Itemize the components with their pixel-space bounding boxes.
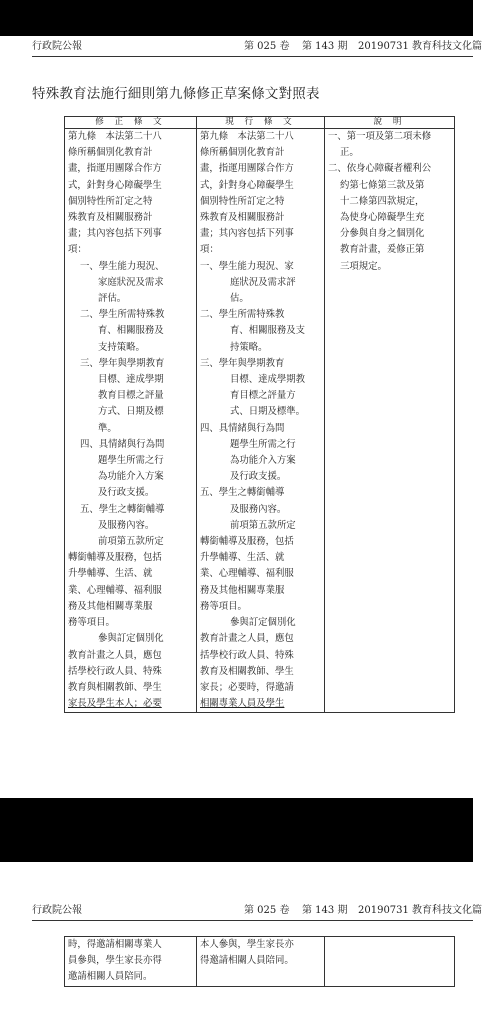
text-line: 業、心理輔導、福利服 [68,584,162,596]
text-line: 一、學生能力現況、 [80,260,165,272]
text-line: 畫；其內容包括下列事 [68,228,162,240]
text-line: 題學生所需之行 [230,438,296,450]
text-line: 第九條 本法第二十八 [68,131,162,142]
text-line: 殊教育及相關服務計 [68,212,153,224]
text-line: 參與訂定個別化 [230,617,296,629]
text-line: 五、學生之轉銜輔導 [200,487,285,499]
notes-column [325,937,455,987]
text-line: 家長及學生本人；必要 [68,698,162,710]
text-line: 升學輔導、生活、就 [200,552,285,564]
text-line: 參與訂定個別化 [98,633,164,645]
text-line: 畫；其內容包括下列事 [200,228,294,240]
text-line: 三、學年與學期教育 [80,357,165,369]
top-black-band [0,0,473,36]
text-line: 分參與自身之個別化 [340,228,425,240]
text-line: 為使身心障礙學生充 [340,212,425,224]
text-line: 約第七條第三款及第 [340,179,425,191]
text-line: 業、心理輔導、福利服 [200,568,294,580]
text-line: 殊教育及相關服務計 [200,212,285,224]
text-line: 正。 [340,147,359,159]
text-line: 項： [200,244,219,256]
text-line: 估。 [230,293,249,305]
text-line: 相關專業人員及學生 [200,698,285,710]
volume-number: 第 025 卷 [244,41,290,52]
text-line: 目標、達成學期教 [230,374,306,386]
revised-column [65,937,197,987]
text-line: 育、相關服務及支 [230,325,306,337]
text-line: 教育目標之評量 [98,390,164,402]
text-line: 第九條 本法第二十八 [200,131,294,142]
notes-column [325,129,455,713]
text-line: 二、依身心障礙者權利公 [328,163,432,175]
section-name: 教育科技文化篇 [412,41,482,52]
table-body-row [65,129,455,713]
revised-column [65,129,197,713]
text-line: 四、具情緒與行為問 [200,422,285,434]
text-line: 三項規定。 [340,260,387,272]
text-line: 畫，指運用團隊合作方 [68,163,162,175]
text-line: 員參與，學生家長亦得 [68,955,162,967]
text-line: 二、學生所需特殊教 [200,309,285,321]
text-line: 項： [68,244,87,256]
text-line: 式，針對身心障礙學生 [200,179,294,191]
text-line: 庭狀況及需求評 [230,276,296,288]
text-line: 三、學年與學期教育 [200,357,285,369]
page-two [0,862,482,1024]
text-line: 前項第五款所定 [98,536,164,548]
text-line: 五、學生之轉銜輔導 [80,503,165,515]
text-line: 家長；必要時，得邀請 [200,681,294,693]
publisher-name: 行政院公報 [32,41,82,52]
text-line: 目標、達成學期 [98,374,164,386]
text-line: 評估。 [98,293,127,305]
text-line: 一、第一項及第二項未修 [328,131,432,142]
text-line: 十二條第四款規定， [340,195,425,207]
page-header [32,904,482,921]
text-line: 式，針對身心障礙學生 [68,179,162,191]
text-line: 畫，指運用團隊合作方 [200,163,294,175]
text-line: 二、學生所需特殊教 [80,309,165,321]
comparison-table-continued [64,936,455,987]
text-line: 得邀請相關人員陪同。 [200,955,294,967]
issue-number: 第 143 期 [302,905,348,916]
text-line: 條所稱個別化教育計 [200,147,285,159]
header-notes: 說 明 [325,117,455,129]
publisher-name: 行政院公報 [32,905,82,916]
volume-number: 第 025 卷 [244,905,290,916]
text-line: 及服務內容。 [230,503,287,515]
text-line: 前項第五款所定 [230,519,296,531]
text-line: 育、相關服務及 [98,325,164,337]
text-line: 括學校行政人員、特殊 [68,665,162,677]
publish-date: 20190731 [358,41,409,52]
text-line: 及行政支援。 [230,471,287,483]
text-line: 及行政支援。 [98,487,155,499]
text-line: 邀請相關人員陪同。 [68,971,153,983]
text-line: 括學校行政人員、特殊 [200,649,294,661]
table-header-row [65,117,455,129]
text-line: 持策略。 [230,341,268,353]
text-line: 務等項目。 [200,600,247,612]
text-line: 務及其他相關專業服 [68,600,153,612]
text-line: 個別特性所訂定之特 [200,195,285,207]
text-line: 教育與相關教師、學生 [68,681,162,693]
current-column [197,129,325,713]
comparison-table [64,116,455,713]
text-line: 一、學生能力現況、家 [200,260,294,272]
header-current: 現 行 條 文 [197,117,325,129]
text-line: 題學生所需之行 [98,455,164,467]
text-line: 本人參與，學生家長亦 [200,939,294,950]
text-line: 育目標之評量方 [230,390,296,402]
text-line: 家庭狀況及需求 [98,276,164,288]
text-line: 教育計畫之人員，應包 [200,633,294,645]
text-line: 準。 [98,422,117,434]
text-line: 轉銜輔導及服務，包括 [200,536,294,548]
section-name: 教育科技文化篇 [412,905,482,916]
text-line: 為功能介入方案 [98,471,164,483]
middle-black-band [0,798,473,862]
text-line: 條所稱個別化教育計 [68,147,153,159]
publish-date: 20190731 [358,905,409,916]
page-header [32,40,482,57]
text-line: 時，得邀請相關專業人 [68,939,162,950]
text-line: 及服務內容。 [98,519,155,531]
text-line: 教育計畫，爰修正第 [340,244,425,256]
text-line: 務及其他相關專業服 [200,584,285,596]
text-line: 務等項目。 [68,617,115,629]
text-line: 個別特性所訂定之特 [68,195,153,207]
page-one [0,36,482,798]
header-revised: 修 正 條 文 [65,117,197,129]
table-body-row [65,937,455,987]
text-line: 教育計畫之人員，應包 [68,649,162,661]
issue-number: 第 143 期 [302,41,348,52]
text-line: 升學輔導、生活、就 [68,568,153,580]
text-line: 方式、日期及標 [98,406,164,418]
text-line: 支持策略。 [98,341,145,353]
current-column [197,937,325,987]
text-line: 轉銜輔導及服務，包括 [68,552,162,564]
text-line: 四、具情緒與行為問 [80,438,165,450]
document-title: 特殊教育法施行細則第九條修正草案條文對照表 [32,86,320,102]
text-line: 式、日期及標準。 [230,406,306,418]
text-line: 教育及相關教師、學生 [200,665,294,677]
text-line: 為功能介入方案 [230,455,296,467]
